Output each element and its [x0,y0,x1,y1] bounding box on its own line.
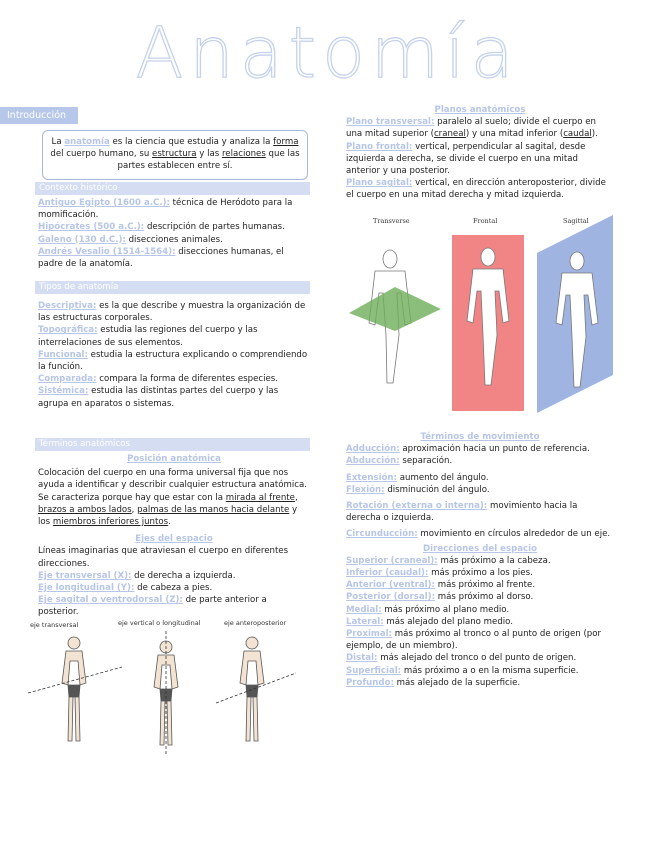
underline: brazos a ambos lados [38,504,132,515]
item-keyword: Adducción: [346,444,400,455]
item-keyword: Extensión: [346,472,397,483]
list-item [346,616,614,628]
item-underline: craneal [433,129,466,140]
item-text: ). [591,129,598,140]
figure-transversal [28,637,122,741]
list-item [346,141,614,178]
item-text: estudia las distintas partes del cuerpo y las agrupa en aparatos o sistemas. [38,386,279,409]
text: Colocación del cuerpo en una forma universal fija que nos ayuda a identificar y describir cualquier estructura anatómica. Se caracteriza porque hay que estar con la [38,468,307,503]
item-text: más alejado de la superficie. [393,677,521,688]
item-keyword: Posterior (dorsal): [346,592,436,603]
item-text: estudia la estructura explicando o comprendiendo la función. [38,349,308,373]
item-keyword: Superficial: [346,665,402,676]
plane-label-2: Sagittal [563,217,589,225]
posicion-title: Posición anatómica [127,454,221,464]
list-item [346,484,614,496]
list-item [346,567,614,579]
posicion-text [38,465,310,528]
list-item [346,677,614,689]
item-keyword: Medial: [346,604,382,615]
item-keyword: Abducción: [346,456,400,467]
item-keyword: Topográfica: [38,325,98,336]
planos-figure [345,213,617,415]
planos-title: Planos anatómicos [434,105,526,115]
item-text: técnica de Heródoto para la momificación. [38,198,293,221]
item-underline: caudal [563,129,592,140]
list-item [38,197,310,221]
list-item [346,116,614,140]
item-keyword: Plano frontal: [346,141,413,152]
ejes-label-0: eje transversal [30,621,79,629]
item-text: descripción de partes humanas. [144,222,285,233]
item-text: paralelo al suelo; divide el cuerpo en una mitad superior ( [346,117,596,140]
historia-list [35,195,310,281]
tipos-list [35,294,310,438]
item-text: de cabeza a pies. [134,583,213,594]
intro-keyword: anatomía [64,137,110,147]
terminos-body [35,451,310,619]
direcciones-title: Direcciones del espacio [423,543,537,554]
item-keyword: Superior (craneal): [346,555,438,566]
list-item [38,570,310,582]
list-item [346,472,614,484]
intro-text: La [51,137,65,147]
item-keyword: Sistémica: [38,386,89,397]
ejes-title: Ejes del espacio [135,534,213,545]
list-item [346,652,614,664]
item-keyword: Plano sagital: [346,178,413,189]
movimiento-title: Términos de movimiento [420,432,540,442]
list-item [38,300,310,324]
list-item [38,349,310,373]
right-column-lower [346,431,614,689]
list-item [346,591,614,603]
list-item [346,579,614,591]
underline: mirada al frente [225,492,295,503]
item-keyword: Comparada: [38,374,97,385]
item-keyword: Eje transversal (X): [38,570,132,581]
text: . [168,517,171,528]
item-text: de parte anterior a posterior. [38,595,267,618]
item-keyword: Rotación (externa o interna): [346,501,488,512]
item-text: más próximo a o en la misma superficie. [401,665,579,676]
ejes-label-1: eje vertical o longitudinal [118,619,201,627]
list-item [38,324,310,348]
list-item [346,628,614,652]
item-keyword: Funcional: [38,349,88,360]
item-keyword: Eje longitudinal (Y): [38,583,135,594]
item-keyword: Profundo: [346,677,394,688]
list-item [346,528,614,540]
item-keyword: Eje sagital o ventrodorsal (Z): [38,595,183,606]
item-text: más próximo al frente. [434,580,536,591]
item-text: más alejado del tronco o del punto de origen. [377,653,577,664]
item-text: separación. [399,456,453,467]
item-text: disecciones animales. [125,234,223,245]
transverse-plane [349,287,441,331]
item-text: es la que describe y muestra la organización de las estructuras corporales. [38,301,306,324]
item-text: aumento del ángulo. [397,472,489,483]
list-item [346,177,614,201]
list-item [38,221,310,233]
item-keyword: Galeno (130 d.C.): [38,234,126,245]
list-item [346,665,614,677]
item-text: más alejado del plano medio. [383,616,514,627]
intro-tab: Introducción [0,107,78,124]
intro-text: del cuerpo humano, su [50,149,153,160]
figure-anteroposterior [216,637,296,741]
item-text: vertical, en dirección anteroposterior, divide el cuerpo en una mitad derecha y mitad izquierda. [346,178,606,201]
list-item [38,234,310,246]
text: , [294,492,298,503]
intro-underline: relaciones [221,149,266,160]
underline: miembros inferiores juntos [52,517,169,528]
intro-box [42,130,308,180]
plane-label-0: Transverse [373,217,410,225]
item-text: más próximo a los pies. [428,568,533,579]
ejes-intro: Líneas imaginarias que atraviesan el cuerpo en diferentes direcciones. [38,546,289,569]
item-keyword: Flexión: [346,484,385,495]
text: y los [38,504,298,528]
ejes-svg [26,613,306,763]
item-keyword: Distal: [346,653,378,664]
item-text: compara la forma de diferentes especies. [96,374,278,385]
list-item [346,455,614,467]
item-text: más próximo al dorso. [435,592,534,603]
list-item [38,373,310,385]
item-text: ) y una mitad inferior ( [465,129,564,140]
intro-underline: forma [273,137,299,147]
item-text: movimiento hacia la derecha o izquierda. [346,501,578,524]
intro-text: que las partes establecen entre sí. [117,149,300,172]
plane-label-1: Frontal [473,217,498,225]
page-title: Anatomía [135,12,520,94]
item-text: de derecha a izquierda. [131,570,236,581]
item-keyword: Anterior (ventral): [346,580,435,591]
list-item [38,385,310,409]
item-keyword: Lateral: [346,616,384,627]
historia-header: Contexto histórico [35,182,310,195]
tipos-header: Tipos de anatomía [35,281,310,294]
item-keyword: Proximal: [346,629,393,640]
terminos-header: Términos anatómicos [35,438,310,451]
item-text: más próximo al tronco o al punto de origen (por ejemplo, de un miembro). [346,629,602,652]
list-item [346,443,614,455]
intro-underline: estructura [152,149,197,160]
item-text: movimiento en círculos alrededor de un eje. [417,529,611,540]
item-text: más próximo a la cabeza. [437,555,551,566]
underline: palmas de las manos hacia delante [137,504,290,515]
item-text: vertical, perpendicular al sagital, desde izquierda a derecha, se divide el cuerpo en una mitad anterior y una posterior. [346,141,586,177]
item-text: disecciones humanas, el padre de la anatomía. [38,246,284,270]
item-keyword: Hipócrates (500 a.C.): [38,222,145,233]
text: , [131,504,138,515]
figure-longitudinal [154,631,178,755]
item-keyword: Descriptiva: [38,301,97,311]
item-text: disminución del ángulo. [384,484,490,495]
item-text: aproximación hacia un punto de referencia. [399,444,590,455]
left-column [35,182,310,619]
list-item [38,582,310,594]
item-text: estudia las regiones del cuerpo y las interrelaciones de sus elementos. [38,325,258,348]
item-keyword: Plano transversal: [346,117,435,128]
list-item [38,246,310,270]
item-text: más próximo al plano medio. [381,604,510,615]
right-column [346,104,614,202]
item-keyword: Circunducción: [346,529,418,540]
list-item [346,604,614,616]
intro-text: es la ciencia que estudia y analiza la [109,137,274,147]
item-keyword: Inferior (caudal): [346,568,429,579]
intro-text: y las [196,149,222,160]
planos-svg [345,213,617,415]
list-item [346,555,614,567]
ejes-label-2: eje anteroposterior [224,619,287,627]
ejes-figure [26,613,306,763]
item-keyword: Andrés Vesalio (1514-1564): [38,246,176,257]
item-keyword: Antiguo Egipto (1600 a.C.): [38,198,170,208]
list-item [346,500,614,524]
